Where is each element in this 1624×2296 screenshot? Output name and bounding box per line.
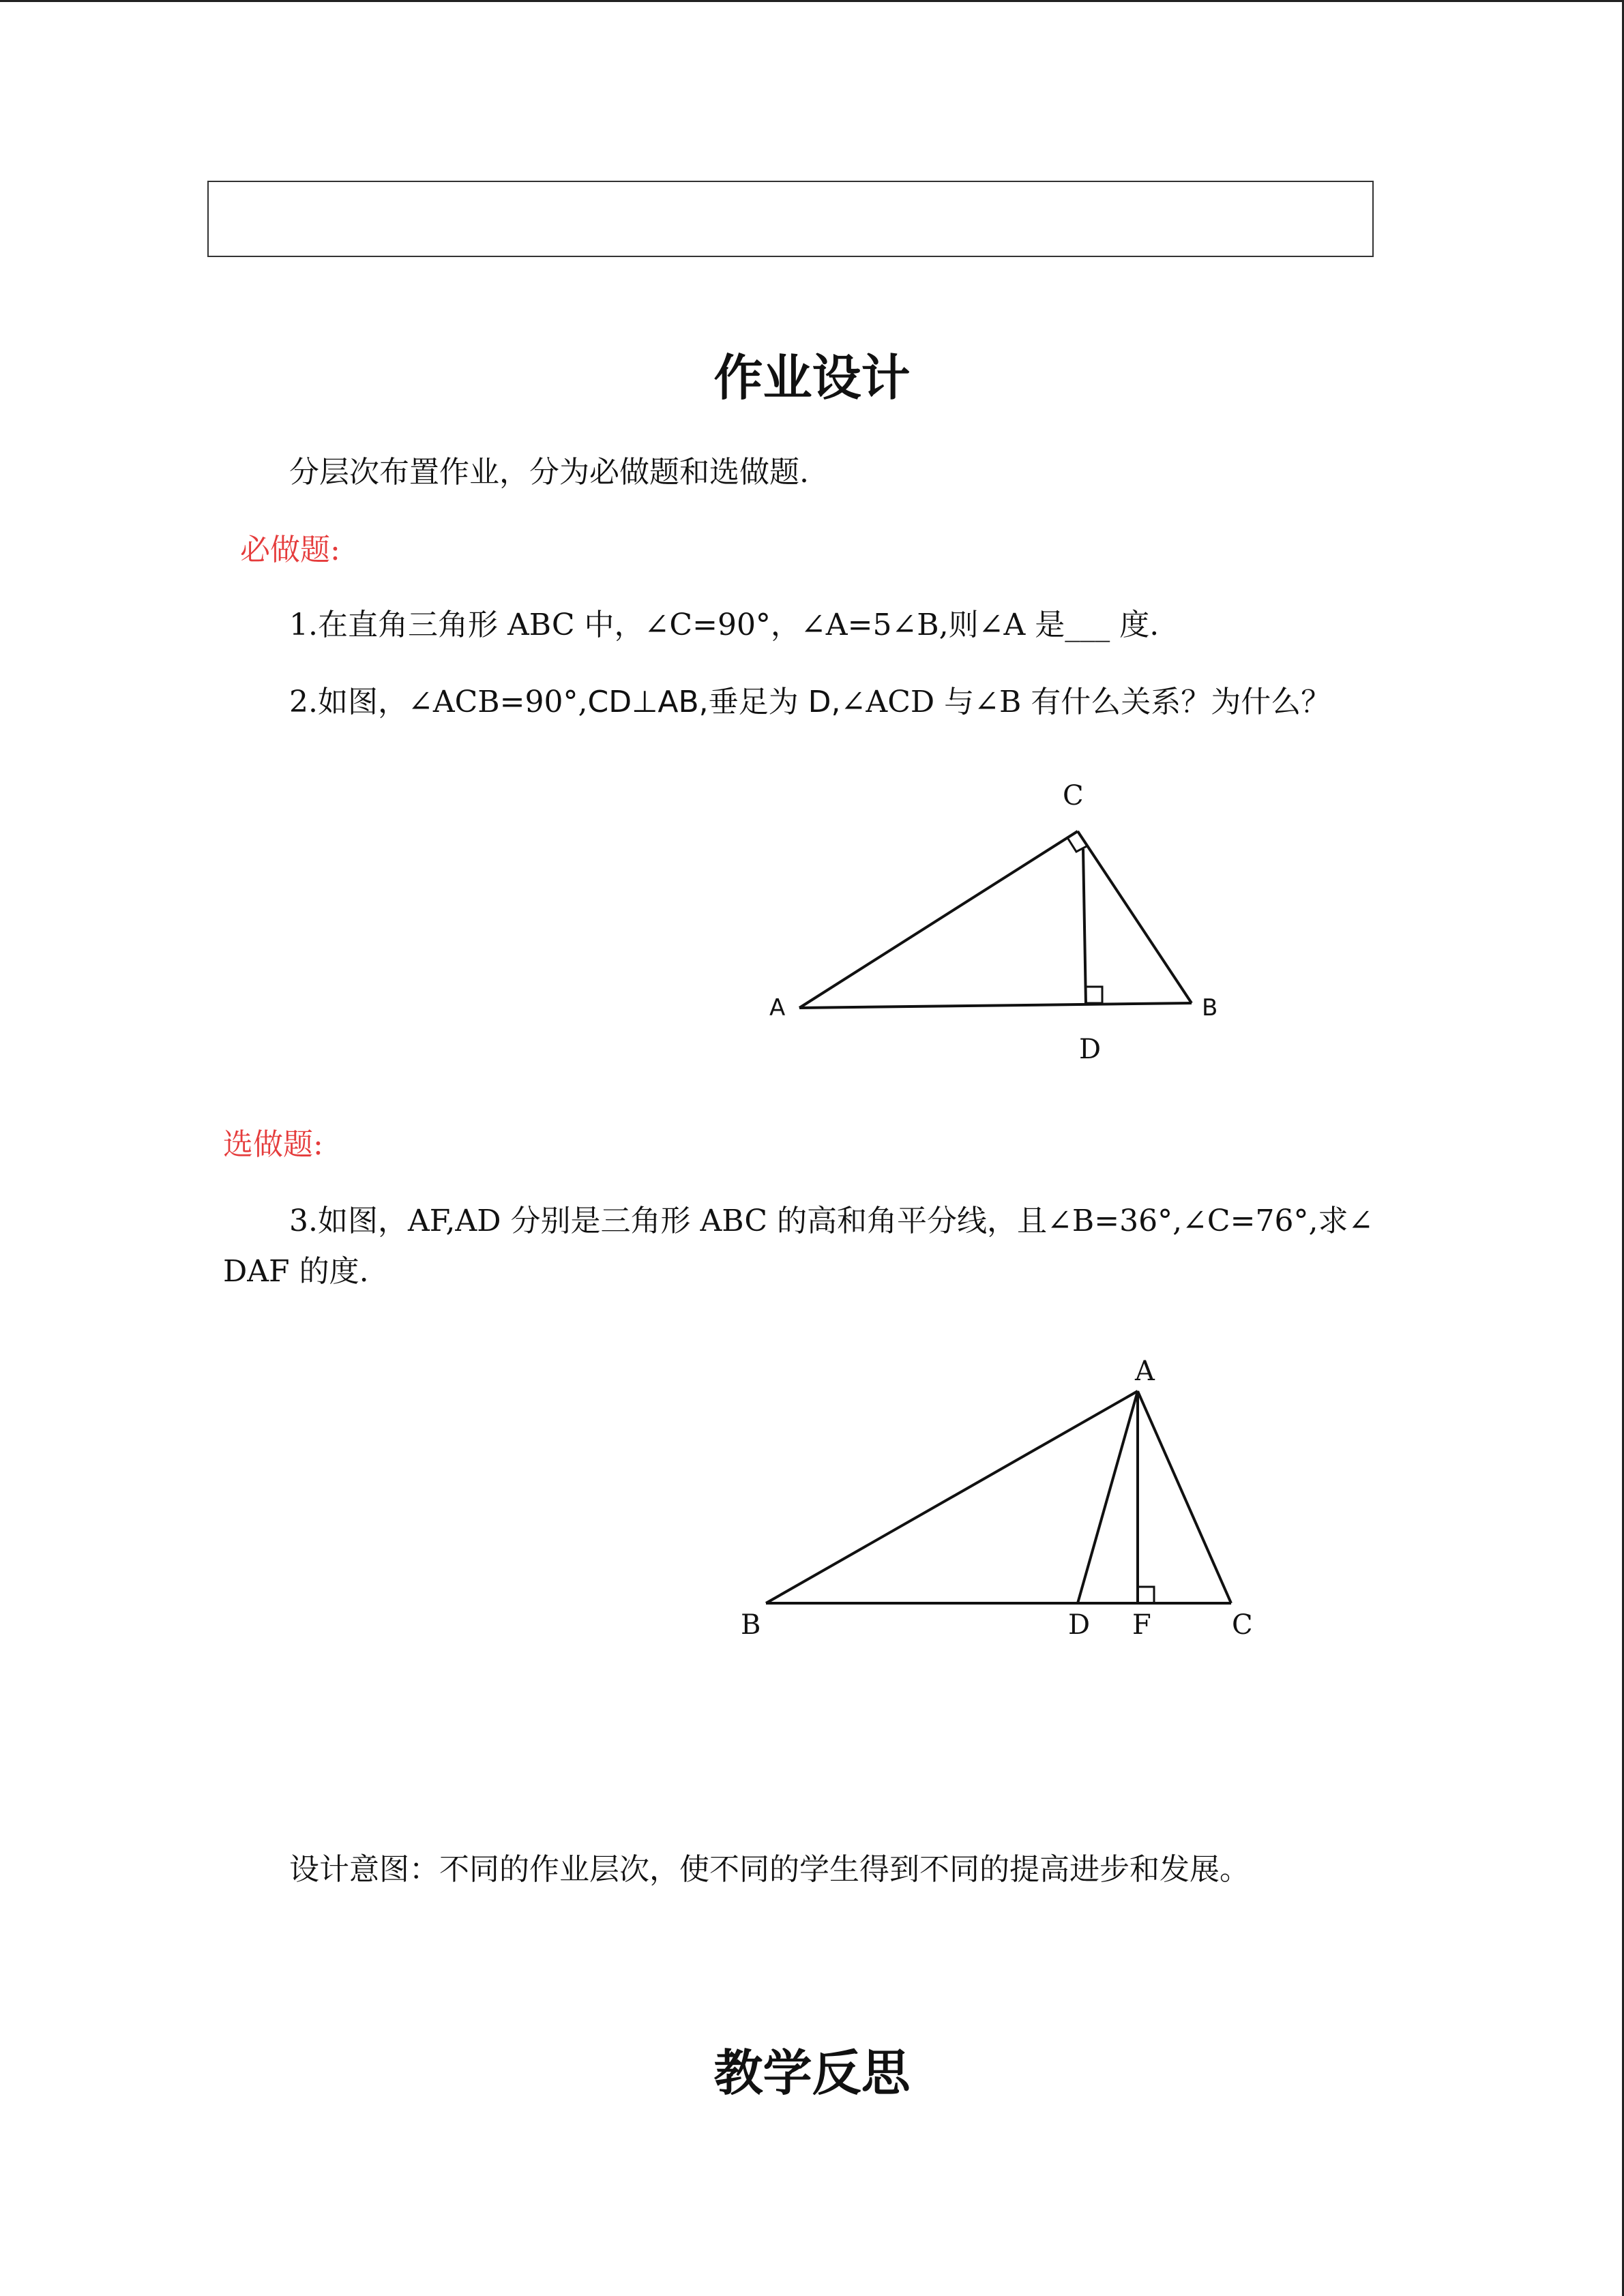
segment-ba [766, 1391, 1138, 1603]
segment-ad [1078, 1391, 1138, 1603]
required-label: 必做题: [240, 533, 340, 567]
label-a: A [769, 994, 786, 1022]
design-intent: 设计意图：不同的作业层次，使不同的学生得到不同的提高进步和发展。 [289, 1852, 1250, 1887]
segment-ac2 [1138, 1391, 1231, 1603]
section-title-teaching-reflection: 教学反思 [713, 2044, 911, 2102]
optional-label: 选做题: [223, 1127, 323, 1162]
question-1: 1.在直角三角形 ABC 中，∠C=90°，∠A=5∠B,则∠A 是___ 度. [289, 608, 1160, 642]
right-angle-mark-f [1138, 1587, 1154, 1603]
label-d2: D [1068, 1609, 1091, 1641]
label-a2: A [1135, 1356, 1155, 1387]
label-f: F [1132, 1609, 1151, 1641]
question-2-part-e: ∠ACD 与∠B 有什么关系？为什么？ [840, 685, 1331, 719]
label-c: C [1063, 780, 1084, 811]
question-2-part-c: 垂足为 [708, 685, 808, 719]
question-2-part-a: 2.如图，∠ACB=90°, [289, 685, 588, 719]
question-3-line-2: DAF 的度. [223, 1254, 369, 1289]
label-b: B [1202, 994, 1218, 1022]
intro-paragraph: 分层次布置作业，分为必做题和选做题. [289, 455, 809, 490]
label-c2: C [1232, 1609, 1253, 1641]
label-b2: B [741, 1609, 761, 1641]
question-2-part-d: D, [808, 685, 841, 719]
question-3-line-1: 3.如图，AF,AD 分别是三角形 ABC 的高和角平分线，且∠B=36°,∠C=76°,求∠ [289, 1204, 1374, 1238]
section-title-homework-design: 作业设计 [713, 348, 911, 406]
question-2-part-b: CD⊥AB, [587, 685, 709, 719]
label-d: D [1079, 1034, 1102, 1065]
